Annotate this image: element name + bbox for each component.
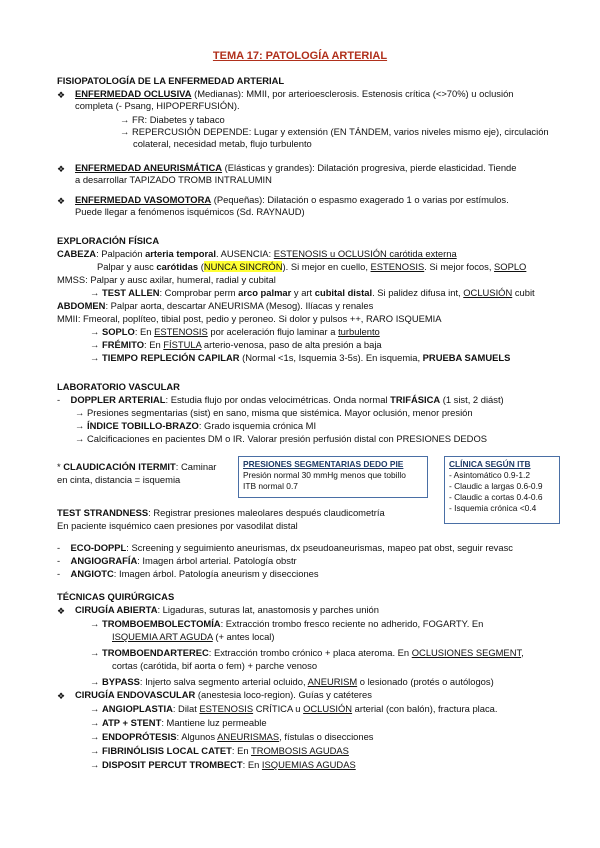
strandness-line: TEST STRANDNESS: Registrar presiones maleolares después claudicometría xyxy=(57,507,385,518)
repercusion-line: → REPERCUSIÓN DEPENDE: Lugar y extensión (EN TÁNDEM, varios niveles mismo eje), circulación xyxy=(120,126,549,137)
arrow-icon: → xyxy=(90,339,100,350)
arrow-icon: → xyxy=(90,717,100,728)
atp-stent-line: → ATP + STENT: Mantiene luz permeable xyxy=(90,717,267,728)
claudicacion-line-2: en cinta, distancia = isquemia xyxy=(57,474,181,485)
dispositivo-trombect-line: → DISPOSIT PERCUT TROMBECT: En ISQUEMIAS AGUDAS xyxy=(90,759,356,770)
mmss-line: MMSS: Palpar y ausc axilar, humeral, radial y cubital xyxy=(57,274,276,285)
soplo-line: → SOPLO: En ESTENOSIS por aceleración flujo laminar a turbulento xyxy=(90,326,380,337)
repercusion-line-2: colateral, necesidad metab, flujo turbulento xyxy=(133,138,312,149)
arrow-icon: → xyxy=(120,126,130,137)
fremito-line: → FRÉMITO: En FÍSTULA arterio-venosa, paso de alta presión a baja xyxy=(90,339,382,350)
arrow-icon: → xyxy=(90,745,100,756)
box-item: - Asintomático 0.9-1.2 xyxy=(449,470,530,480)
oclusiva-line-2: completa (- Psang, HIPOPERFUSIÓN). xyxy=(75,100,240,111)
itb-line: → ÍNDICE TOBILLO-BRAZO: Grado isquemia crónica MI xyxy=(75,420,317,431)
endoprotesis-line: → ENDOPRÓTESIS: Algunos ANEURISMAS, fístulas o disecciones xyxy=(90,731,374,742)
diamond-bullet-icon: ❖ xyxy=(57,90,66,100)
tromboembolectomia-line: → TROMBOEMBOLECTOMÍA: Extracción trombo fresco reciente no adherido, FOGARTY. En xyxy=(90,618,484,629)
tromboembolectomia-line-2: ISQUEMIA ART AGUDA (+ antes local) xyxy=(112,631,275,642)
arrow-icon: → xyxy=(90,326,100,337)
section-heading-fisiopatologia: FISIOPATOLOGÍA DE LA ENFERMEDAD ARTERIAL xyxy=(57,75,285,86)
arrow-icon: → xyxy=(120,114,130,125)
arrow-icon: → xyxy=(90,731,100,742)
carotidas-line: Palpar y ausc carótidas (NUNCA SINCRÓN). Si mejor en cuello, ESTENOSIS. Si mejor focos, SOPLO xyxy=(97,261,527,272)
cabeza-line: CABEZA: Palpación arteria temporal. AUSENCIA: ESTENOSIS u OCLUSIÓN carótida externa xyxy=(57,248,457,259)
arrow-icon: → xyxy=(90,676,100,687)
diamond-bullet-icon: ❖ xyxy=(57,691,66,701)
box-text: ITB normal 0.7 xyxy=(243,481,298,491)
presiones-line: → Presiones segmentarias (sist) en sano, misma que sistémica. Mayor oclusión, menor presión xyxy=(75,407,473,418)
box-title: CLÍNICA SEGÚN ITB xyxy=(449,459,531,469)
box-presiones-dedo-pie xyxy=(238,456,428,498)
arrow-icon: → xyxy=(90,352,100,363)
tiempo-replecion-line: → TIEMPO REPLECIÓN CAPILAR (Normal <1s, Isquemia 3-5s). En isquemia, PRUEBA SAMUELS xyxy=(90,352,511,363)
box-text: Presión normal 30 mmHg menos que tobillo xyxy=(243,470,406,480)
box-item: - Claudic a cortas 0.4-0.6 xyxy=(449,492,543,502)
fr-line: → FR: Diabetes y tabaco xyxy=(120,114,225,125)
arrow-icon: → xyxy=(75,433,85,444)
allen-line: → TEST ALLEN: Comprobar perm arco palmar y art cubital distal. Si palidez difusa int, OCLUSIÓN cubit xyxy=(90,287,535,298)
cirugia-abierta-line: CIRUGÍA ABIERTA: Ligaduras, suturas lat, anastomosis y parches unión xyxy=(75,604,379,615)
claudicacion-line: * CLAUDICACIÓN ITERMIT: Caminar xyxy=(57,461,217,472)
cirugia-endovascular-line: CIRUGÍA ENDOVASCULAR (anestesia loco-region). Guías y catéteres xyxy=(75,689,372,700)
angiografia-line: - ANGIOGRAFÍA: Imagen árbol arterial. Patología obstr xyxy=(57,555,297,566)
vasomotora-line-2: Puede llegar a fenómenos isquémicos (Sd. RAYNAUD) xyxy=(75,206,305,217)
diamond-bullet-icon: ❖ xyxy=(57,606,66,616)
document-title: TEMA 17: PATOLOGÍA ARTERIAL xyxy=(212,50,388,62)
aneurismatica-line: ENFERMEDAD ANEURISMÁTICA (Elásticas y grandes): Dilatación progresiva, pierde elasticidad. Tiende xyxy=(75,162,517,173)
arrow-icon: → xyxy=(90,703,100,714)
box-title: PRESIONES SEGMENTARIAS DEDO PIE xyxy=(243,459,404,469)
box-clinica-itb xyxy=(444,456,560,524)
eco-doppl-line: - ECO-DOPPL: Screening y seguimiento aneurismas, dx pseudoaneurismas, mapeo pat obst, seguir revasc xyxy=(57,542,513,553)
doppler-line: - DOPPLER ARTERIAL: Estudia flujo por ondas velocimétricas. Onda normal TRIFÁSICA (1 sist, 2 diást) xyxy=(57,394,504,405)
section-heading-tecnicas: TÉCNICAS QUIRÚRGICAS xyxy=(57,591,175,602)
abdomen-line: ABDOMEN: Palpar aorta, descartar ANEURISMA (Mesog). Ilíacas y renales xyxy=(57,300,374,311)
section-heading-laboratorio: LABORATORIO VASCULAR xyxy=(57,381,180,392)
arrow-icon: → xyxy=(90,618,100,629)
mmii-line: MMII: Fmeoral, poplíteo, tibial post, pedio y peroneo. Si dolor y pulsos ++, RARO ISQUEMIA xyxy=(57,313,442,324)
vasomotora-line: ENFERMEDAD VASOMOTORA (Pequeñas): Dilatación o espasmo exagerado 1 o varias por estímulos. xyxy=(75,194,509,205)
highlighted-text: NUNCA SINCRÓN xyxy=(203,261,283,272)
fibrinolisis-line: → FIBRINÓLISIS LOCAL CATET: En TROMBOSIS AGUDAS xyxy=(90,745,349,756)
diamond-bullet-icon: ❖ xyxy=(57,164,66,174)
box-item: - Isquemia crónica <0.4 xyxy=(449,503,537,513)
arrow-icon: → xyxy=(90,647,100,658)
calcificaciones-line: → Calcificaciones en pacientes DM o IR. Valorar presión perfusión distal con PRESIONES DEDOS xyxy=(75,433,487,444)
box-item: - Claudic a largas 0.6-0.9 xyxy=(449,481,543,491)
arrow-icon: → xyxy=(90,287,100,298)
arrow-icon: → xyxy=(90,759,100,770)
diamond-bullet-icon: ❖ xyxy=(57,196,66,206)
angioplastia-line: → ANGIOPLASTIA: Dilat ESTENOSIS CRÍTICA u OCLUSIÓN arterial (con balón), fractura placa. xyxy=(90,703,498,714)
tromboendarterec-line-2: cortas (carótida, bif aorta o fem) + parche venoso xyxy=(112,660,318,671)
tromboendarterec-line: → TROMBOENDARTEREC: Extracción trombo crónico + placa ateroma. En OCLUSIONES SEGMENT, xyxy=(90,647,524,658)
strandness-line-2: En paciente isquémico caen presiones por vasodilat distal xyxy=(57,520,298,531)
oclusiva-line: ENFERMEDAD OCLUSIVA (Medianas): MMII, por arterioesclerosis. Estenosis crítica (<>70%) u oclusión xyxy=(75,88,514,99)
angiotc-line: - ANGIOTC: Imagen árbol. Patología aneurism y disecciones xyxy=(57,568,319,579)
section-heading-exploracion: EXPLORACIÓN FÍSICA xyxy=(57,235,160,246)
bypass-line: → BYPASS: Injerto salva segmento arterial ocluido, ANEURISM o lesionado (protés o autólogos) xyxy=(90,676,494,687)
arrow-icon: → xyxy=(75,420,85,431)
arrow-icon: → xyxy=(75,407,85,418)
aneurismatica-line-2: a desarrollar TAPIZADO TROMB INTRALUMIN xyxy=(75,174,272,185)
